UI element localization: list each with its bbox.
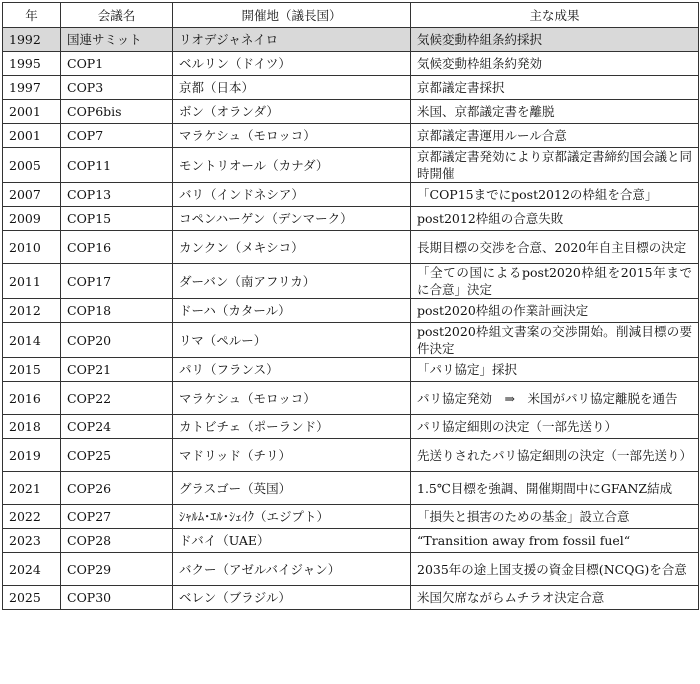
meeting-cell: COP30 [61,586,173,610]
year-cell: 1992 [3,28,61,52]
meeting-cell: COP28 [61,529,173,553]
year-cell: 2021 [3,472,61,505]
meeting-cell: COP3 [61,76,173,100]
outcome-cell: 2035年の途上国支援の資金目標(NCQG)を合意 [411,553,699,586]
venue-cell: マラケシュ（モロッコ） [173,124,411,148]
year-cell: 1995 [3,52,61,76]
header-year: 年 [3,3,61,28]
meeting-cell: COP29 [61,553,173,586]
venue-cell: ダーバン（南アフリカ） [173,264,411,299]
outcome-cell: 米国、京都議定書を離脱 [411,100,699,124]
table-row [3,52,699,76]
header-row [3,3,699,28]
outcome-cell: 「全ての国によるpost2020枠組を2015年までに合意」決定 [411,264,699,299]
table-row [3,323,699,358]
outcome-cell: 「損失と損害のための基金」設立合意 [411,505,699,529]
outcome-cell: パリ協定細則の決定（一部先送り） [411,415,699,439]
year-cell: 2015 [3,358,61,382]
outcome-cell: 先送りされたパリ協定細則の決定（一部先送り） [411,439,699,472]
venue-cell: マドリッド（チリ） [173,439,411,472]
year-cell: 2019 [3,439,61,472]
outcome-cell: post2012枠組の合意失敗 [411,207,699,231]
table-row [3,415,699,439]
table-row [3,148,699,183]
outcome-cell: パリ協定発効 ⇒ 米国がパリ協定離脱を通告 [411,382,699,415]
meeting-cell: COP11 [61,148,173,183]
outcome-cell: 米国欠席ながらムチラオ決定合意 [411,586,699,610]
outcome-cell: 「COP15までにpost2012の枠組を合意」 [411,183,699,207]
venue-cell: マラケシュ（モロッコ） [173,382,411,415]
outcome-cell: 1.5℃目標を強調、開催期間中にGFANZ結成 [411,472,699,505]
venue-cell: カンクン（メキシコ） [173,231,411,264]
table-row [3,28,699,52]
venue-cell: ドバイ（UAE） [173,529,411,553]
venue-cell: ボン（オランダ） [173,100,411,124]
venue-cell: 京都（日本） [173,76,411,100]
outcome-cell: 京都議定書運用ルール合意 [411,124,699,148]
outcome-cell: 気候変動枠組条約発効 [411,52,699,76]
venue-cell: カトビチェ（ポーランド） [173,415,411,439]
venue-cell: パリ（フランス） [173,358,411,382]
year-cell: 2001 [3,124,61,148]
meeting-cell: COP18 [61,299,173,323]
meeting-cell: COP26 [61,472,173,505]
outcome-cell: post2020枠組の作業計画決定 [411,299,699,323]
year-cell: 2018 [3,415,61,439]
outcome-cell: 京都議定書採択 [411,76,699,100]
venue-cell: リオデジャネイロ [173,28,411,52]
table-row [3,529,699,553]
table-row [3,299,699,323]
meeting-cell: COP25 [61,439,173,472]
outcome-cell: 「パリ協定」採択 [411,358,699,382]
outcome-cell: 長期目標の交渉を合意、2020年自主目標の決定 [411,231,699,264]
table-row [3,553,699,586]
outcome-cell: 気候変動枠組条約採択 [411,28,699,52]
outcome-cell: 京都議定書発効により京都議定書締約国会議と同時開催 [411,148,699,183]
outcome-cell: “Transition away from fossil fuel“ [411,529,699,553]
meeting-cell: 国連サミット [61,28,173,52]
meeting-cell: COP7 [61,124,173,148]
year-cell: 2022 [3,505,61,529]
venue-cell: リマ（ペルー） [173,323,411,358]
table-body [3,28,699,610]
year-cell: 2009 [3,207,61,231]
year-cell: 2014 [3,323,61,358]
header-outcome: 主な成果 [411,3,699,28]
venue-cell: ｼｬﾙﾑ･ｴﾙ･ｼｪｲｸ（エジプト） [173,505,411,529]
table-row [3,183,699,207]
year-cell: 2007 [3,183,61,207]
year-cell: 1997 [3,76,61,100]
venue-cell: コペンハーゲン（デンマーク） [173,207,411,231]
meeting-cell: COP21 [61,358,173,382]
year-cell: 2001 [3,100,61,124]
year-cell: 2023 [3,529,61,553]
table-row [3,472,699,505]
table-row [3,264,699,299]
year-cell: 2016 [3,382,61,415]
year-cell: 2024 [3,553,61,586]
meeting-cell: COP13 [61,183,173,207]
meeting-cell: COP20 [61,323,173,358]
table-row [3,76,699,100]
venue-cell: グラスゴー（英国） [173,472,411,505]
outcome-cell: post2020枠組文書案の交渉開始。削減目標の要件決定 [411,323,699,358]
year-cell: 2010 [3,231,61,264]
venue-cell: バクー（アゼルバイジャン） [173,553,411,586]
meeting-cell: COP17 [61,264,173,299]
meeting-cell: COP1 [61,52,173,76]
header-meeting: 会議名 [61,3,173,28]
year-cell: 2011 [3,264,61,299]
venue-cell: バリ（インドネシア） [173,183,411,207]
table-row [3,382,699,415]
venue-cell: ベルリン（ドイツ） [173,52,411,76]
table-row [3,586,699,610]
year-cell: 2005 [3,148,61,183]
year-cell: 2012 [3,299,61,323]
table-row [3,124,699,148]
meeting-cell: COP6bis [61,100,173,124]
meeting-cell: COP15 [61,207,173,231]
venue-cell: ドーハ（カタール） [173,299,411,323]
table-row [3,439,699,472]
venue-cell: ベレン（ブラジル） [173,586,411,610]
table-row [3,231,699,264]
table-row [3,100,699,124]
cop-history-table [2,2,699,610]
table-row [3,207,699,231]
year-cell: 2025 [3,586,61,610]
meeting-cell: COP24 [61,415,173,439]
table-row [3,505,699,529]
venue-cell: モントリオール（カナダ） [173,148,411,183]
meeting-cell: COP27 [61,505,173,529]
header-venue: 開催地（議長国） [173,3,411,28]
meeting-cell: COP16 [61,231,173,264]
meeting-cell: COP22 [61,382,173,415]
table-row [3,358,699,382]
